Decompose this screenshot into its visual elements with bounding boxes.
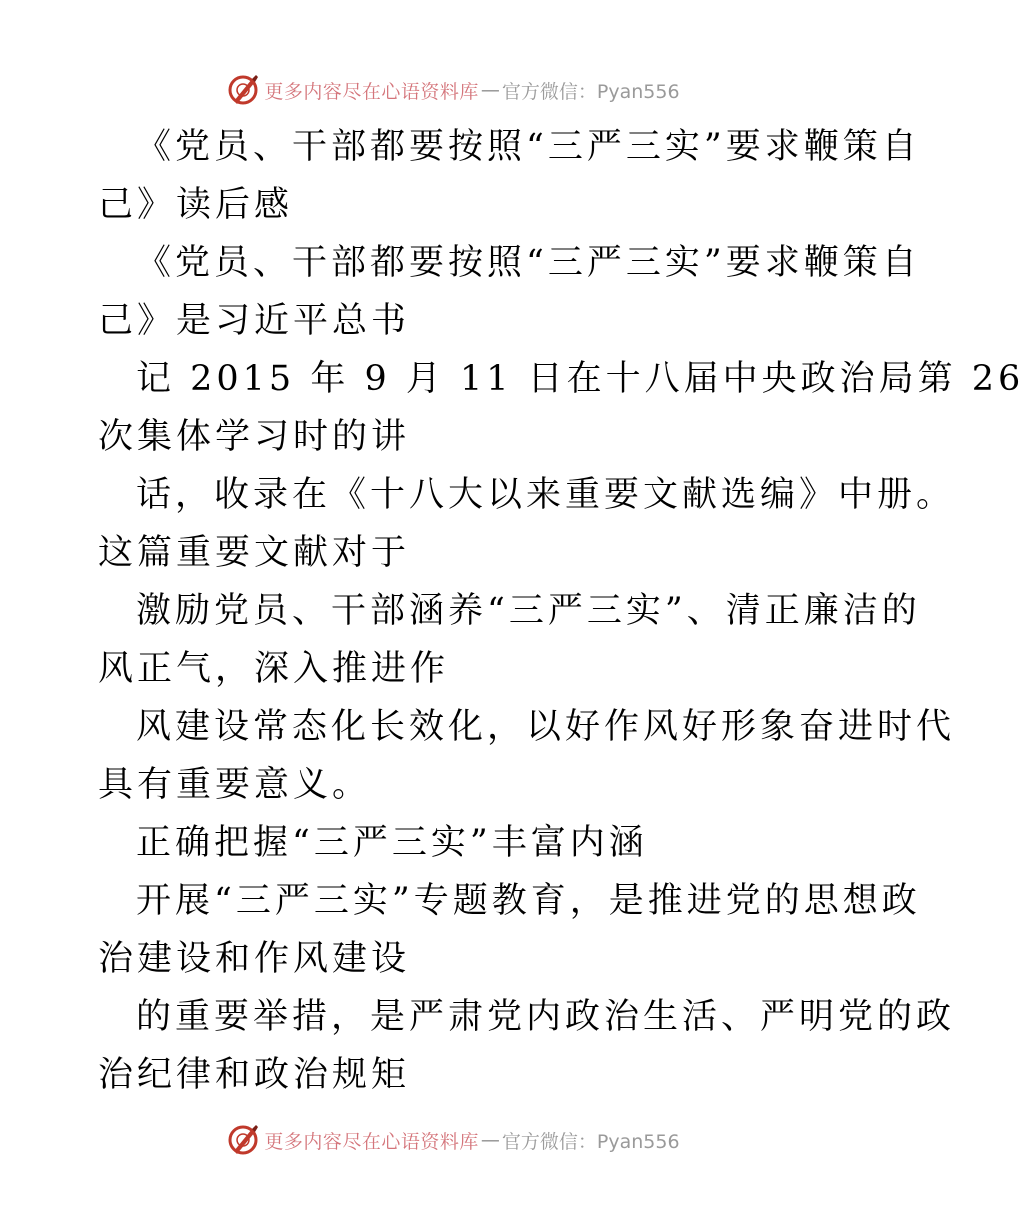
banner-text: 更多内容尽在心语资料库	[264, 1130, 479, 1153]
text-line: 具有重要意义。	[98, 765, 372, 805]
header-banner	[0, 72, 950, 108]
text-line: 治建设和作风建设	[98, 939, 411, 979]
banner-text: 更多内容尽在心语资料库	[264, 80, 479, 103]
banner-separator: —	[480, 1129, 500, 1151]
text-line: 正确把握“三严三实”丰富内涵	[136, 823, 648, 863]
text-line: 治纪律和政治规矩	[98, 1055, 411, 1095]
text-line: 己》读后感	[98, 185, 294, 225]
text-line: 开展“三严三实”专题教育，是推进党的思想政	[136, 881, 921, 921]
text-line: 己》是习近平总书	[98, 301, 411, 341]
text-line: 话，收录在《十八大以来重要文献选编》中册。	[136, 475, 956, 515]
banner-contact: 官方微信：Pyan556	[501, 80, 680, 103]
banner-separator: —	[480, 79, 500, 101]
text-line: 《党员、干部都要按照“三严三实”要求鞭策自	[136, 127, 921, 167]
footer-banner	[0, 1122, 950, 1158]
text-line: 这篇重要文献对于	[98, 533, 411, 573]
banner-contact: 官方微信：Pyan556	[501, 1130, 680, 1153]
document-body	[98, 118, 1024, 1104]
text-line: 《党员、干部都要按照“三严三实”要求鞭策自	[136, 243, 921, 283]
text-line: 激励党员、干部涵养“三严三实”、清正廉洁的	[136, 591, 921, 631]
text-line: 风正气，深入推进作	[98, 649, 450, 689]
quill-pen-circle-icon	[226, 1123, 260, 1157]
text-line: 次集体学习时的讲	[98, 417, 411, 457]
text-line: 风建设常态化长效化，以好作风好形象奋进时代	[136, 707, 956, 747]
text-line: 记 2015 年 9 月 11 日在十八届中央政治局第 26	[136, 359, 1024, 399]
quill-pen-circle-icon	[226, 73, 260, 107]
text-line: 的重要举措，是严肃党内政治生活、严明党的政	[136, 997, 956, 1037]
